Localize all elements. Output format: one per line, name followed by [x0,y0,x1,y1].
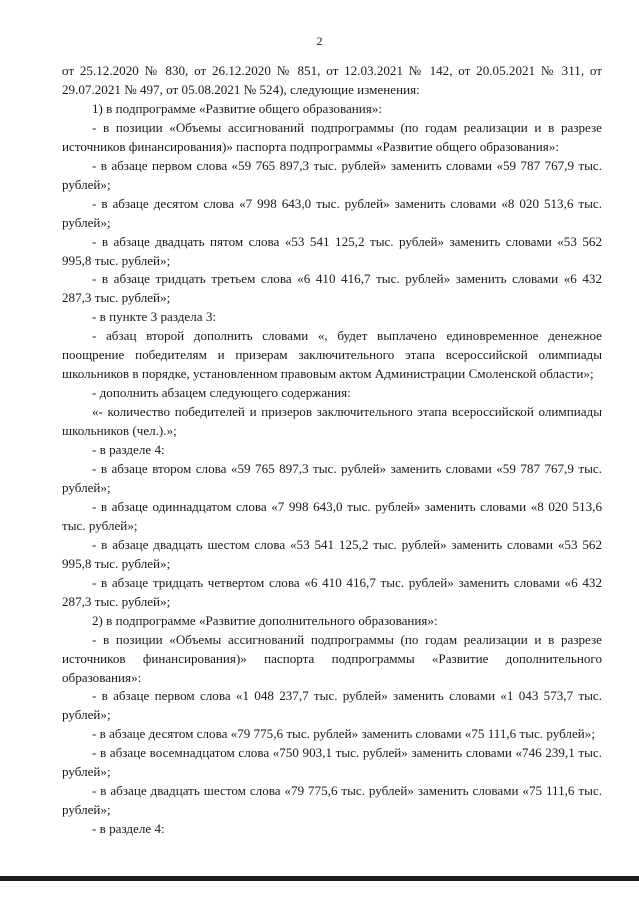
paragraph-amendment: - в абзаце первом слова «1 048 237,7 тыс. рублей» заменить словами «1 043 573,7 тыс. рублей»; [62,688,602,723]
page-number: 2 [316,34,323,48]
paragraph-amendment: - в абзаце двадцать шестом слова «79 775,6 тыс. рублей» заменить словами «75 111,6 тыс. рублей»; [62,783,602,818]
paragraph-amendment: - в абзаце десятом слова «79 775,6 тыс. рублей» заменить словами «75 111,6 тыс. рублей»; [92,726,595,742]
paragraph-amendment: - в абзаце двадцать шестом слова «53 541 125,2 тыс. рублей» заменить словами «53 562 995,8 тыс. рублей»; [62,536,602,571]
paragraph-amendment: - в абзаце тридцать четвертом слова «6 410 416,7 тыс. рублей» заменить словами «6 432 287,3 тыс. рублей»; [62,574,602,609]
paragraph-item-1-heading: 1) в подпрограмме «Развитие общего образования»: [92,100,382,116]
paragraph-passport-position: - в позиции «Объемы ассигнований подпрограммы (по годам реализации и в разрезе источников финансирования)» паспорта подпрограммы «Развитие дополнительного образования»: [62,631,602,685]
paragraph-amendment: - дополнить абзацем следующего содержания: [92,385,351,401]
paragraph-amendment: - абзац второй дополнить словами «, будет выплачено единовременное денежное поощрение победителям и призерам заключительного этапа всероссийской олимпиады школьников в порядке, установленном правовым актом Администрации Смоленской области»; [62,328,602,382]
paragraph-amendment: - в абзаце восемнадцатом слова «750 903,1 тыс. рублей» заменить словами «746 239,1 тыс. рублей»; [62,745,602,780]
paragraph-item-2-heading: 2) в подпрограмме «Развитие дополнительного образования»: [92,612,438,628]
paragraph-amendment: - в абзаце десятом слова «7 998 643,0 тыс. рублей» заменить словами «8 020 513,6 тыс. рублей»; [62,195,602,230]
document-body [62,62,602,839]
paragraph-amendment: - в абзаце первом слова «59 765 897,3 тыс. рублей» заменить словами «59 787 767,9 тыс. рублей»; [62,157,602,192]
paragraph-section-4: - в разделе 4: [92,442,165,458]
paragraph-section-4: - в разделе 4: [92,821,165,837]
paragraph-section-3-point: - в пункте 3 раздела 3: [92,309,217,325]
paragraph-amendment: - в абзаце одиннадцатом слова «7 998 643,0 тыс. рублей» заменить словами «8 020 513,6 тыс. рублей»; [62,498,602,533]
paragraph-passport-position: - в позиции «Объемы ассигнований подпрограммы (по годам реализации и в разрезе источников финансирования)» паспорта подпрограммы «Развитие общего образования»: [62,119,602,154]
paragraph-amendment: «- количество победителей и призеров заключительного этапа всероссийской олимпиады школьников (чел.).»; [62,404,602,439]
page-bottom-rule [0,876,639,881]
paragraph-amendment: - в абзаце двадцать пятом слова «53 541 125,2 тыс. рублей» заменить словами «53 562 995,8 тыс. рублей»; [62,233,602,268]
paragraph-intro-resolutions: от 25.12.2020 № 830, от 26.12.2020 № 851, от 12.03.2021 № 142, от 20.05.2021 № 311, от 29.07.2021 № 497, от 05.08.2021 № 524), следующие изменения: [62,63,602,97]
paragraph-amendment: - в абзаце тридцать третьем слова «6 410 416,7 тыс. рублей» заменить словами «6 432 287,3 тыс. рублей»; [62,271,602,306]
paragraph-amendment: - в абзаце втором слова «59 765 897,3 тыс. рублей» заменить словами «59 787 767,9 тыс. рублей»; [62,461,602,495]
